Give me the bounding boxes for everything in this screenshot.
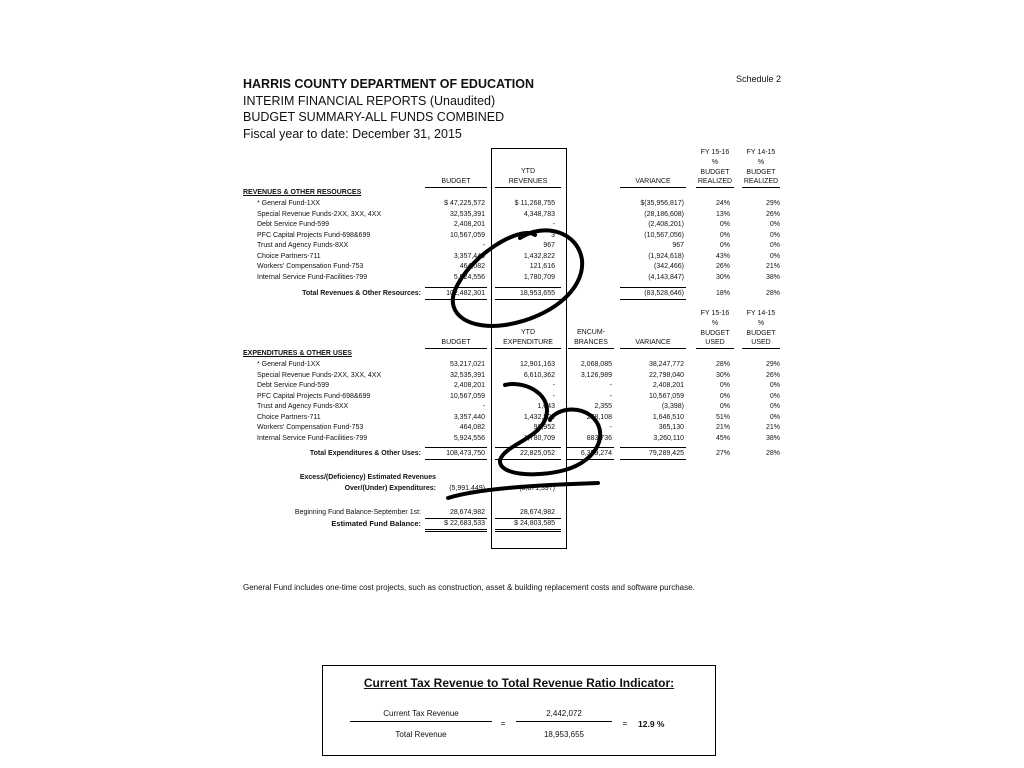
rev-total-p15: 28% <box>765 290 780 297</box>
excess-label-1: Excess/(Deficiency) Estimated Revenues <box>299 474 436 481</box>
rev-ytd: 967 <box>543 242 555 249</box>
rev-row-label: Workers' Compensation Fund-753 <box>257 263 364 270</box>
rev-budget: - <box>482 242 485 249</box>
exp-header-brances: BRANCES <box>574 339 608 346</box>
exp-ytd: 98,952 <box>533 424 555 431</box>
rev-header-ytd: YTD <box>521 168 535 175</box>
rev-ytd: 3 <box>551 231 555 239</box>
ratio-denominator-label: Total Revenue <box>395 730 447 739</box>
rev-pct15: 29% <box>765 200 780 207</box>
pen-underline-excess <box>448 483 598 498</box>
rev-row-label: * General Fund-1XX <box>257 200 321 207</box>
rev-header-fy15-4: REALIZED <box>743 178 779 185</box>
exp-total-enc: 6,359,274 <box>580 450 612 457</box>
exp-pct16: 0% <box>719 382 730 389</box>
exp-ytd: 6,610,362 <box>523 371 555 379</box>
rev-pct15: 21% <box>765 263 780 270</box>
rev-header-budget: BUDGET <box>441 178 471 185</box>
exp-header-ytd: YTD <box>521 329 535 336</box>
rev-pct15: 26% <box>765 210 780 218</box>
rev-variance: (10,567,056) <box>644 231 684 239</box>
rev-variance: (342,466) <box>654 263 684 270</box>
report-summary-title: BUDGET SUMMARY-ALL FUNDS COMBINED <box>243 110 505 124</box>
rev-budget: 464,082 <box>459 263 485 270</box>
exp-header-budget: BUDGET <box>441 339 471 346</box>
rev-header-revenues: REVENUES <box>508 178 548 185</box>
exp-ytd: 1,432,822 <box>523 413 555 421</box>
exp-variance: 2,408,201 <box>652 382 684 389</box>
rev-row-label: PFC Capital Projects Fund-698&699 <box>257 231 371 239</box>
rev-variance: $(35,956,817) <box>640 200 684 207</box>
rev-budget: 10,567,059 <box>449 231 485 239</box>
exp-pct15: 0% <box>769 392 780 400</box>
rev-row-label: Trust and Agency Funds-8XX <box>257 242 349 249</box>
exp-row-label: Special Revenue Funds-2XX, 3XX, 4XX <box>257 371 382 379</box>
exp-total-p16: 27% <box>715 450 730 457</box>
ratio-equals-2: = <box>622 719 628 728</box>
rev-header-fy15-1: FY 14-15 <box>746 149 776 156</box>
revenues-section-title: REVENUES & OTHER RESOURCES <box>243 189 362 196</box>
report-org-title: HARRIS COUNTY DEPARTMENT OF EDUCATION <box>243 77 534 91</box>
exp-row-label: Internal Service Fund-Facilities-799 <box>257 434 368 442</box>
exp-row-label: Debt Service Fund-599 <box>257 382 329 389</box>
report-fiscal-date: Fiscal year to date: December 31, 2015 <box>243 127 462 141</box>
rev-pct16: 43% <box>715 252 730 260</box>
exp-pct16: 21% <box>715 424 730 431</box>
ratio-equals-1: = <box>500 719 506 728</box>
exp-variance: 22,798,040 <box>648 371 684 379</box>
exp-budget: 5,924,556 <box>453 434 485 442</box>
rev-pct16: 30% <box>715 273 730 281</box>
begin-balance-budget: 28,674,982 <box>449 509 485 516</box>
exp-variance: 10,567,059 <box>648 392 684 400</box>
rev-ytd: 1,780,709 <box>523 273 555 281</box>
exp-budget: 464,082 <box>459 424 485 431</box>
exp-ytd: 1,043 <box>537 403 555 410</box>
rev-budget: 3,357,440 <box>453 252 485 260</box>
rev-budget: $ 47,225,572 <box>444 200 485 207</box>
est-balance-budget: $ 22,683,533 <box>444 520 485 527</box>
exp-pct15: 26% <box>765 371 780 379</box>
exp-pct16: 30% <box>715 371 730 379</box>
exp-header-expenditure: EXPENDITURE <box>503 339 553 346</box>
rev-pct16: 0% <box>719 231 730 239</box>
footnote: General Fund includes one-time cost projects, such as construction, asset & building replacement costs and software purchase. <box>243 583 695 592</box>
exp-enc: - <box>609 424 612 431</box>
exp-budget: 10,567,059 <box>449 392 485 400</box>
exp-total-budget: 108,473,750 <box>446 450 485 457</box>
rev-pct15: 0% <box>769 242 780 249</box>
rev-total-label: Total Revenues & Other Resources: <box>302 290 421 297</box>
rev-budget: 5,924,556 <box>453 273 485 281</box>
begin-balance-label: Beginning Fund Balance-September 1st: <box>294 509 421 516</box>
exp-ytd: - <box>552 382 555 389</box>
schedule-label: Schedule 2 <box>736 74 782 84</box>
exp-enc: 2,068,085 <box>580 361 612 368</box>
exp-header-fy16-3: BUDGET <box>700 330 730 337</box>
exp-pct15: 38% <box>765 434 780 442</box>
ratio-denominator-value: 18,953,655 <box>543 730 585 739</box>
pen-circle-expenditures <box>500 384 600 474</box>
rev-pct16: 26% <box>715 263 730 270</box>
exp-enc: 2,355 <box>594 403 612 410</box>
exp-header-fy16-4: USED <box>705 339 725 346</box>
exp-variance: 38,247,772 <box>648 361 684 368</box>
exp-pct15: 21% <box>765 424 780 431</box>
excess-ytd: (3,871,397) <box>519 485 555 492</box>
exp-budget: 2,408,201 <box>453 382 485 389</box>
rev-row-label: Special Revenue Funds-2XX, 3XX, 4XX <box>257 210 382 218</box>
rev-pct15: 0% <box>769 252 780 260</box>
est-balance-ytd: $ 24,803,585 <box>514 520 555 527</box>
exp-ytd: 1,780,709 <box>523 434 555 442</box>
rev-budget: 2,408,201 <box>453 221 485 228</box>
rev-total-budget: 102,482,301 <box>446 290 485 297</box>
rev-ytd: 4,348,783 <box>523 210 555 218</box>
rev-header-fy15-3: BUDGET <box>746 169 776 176</box>
pen-circle-revenues <box>453 230 582 326</box>
exp-ytd: 12,901,163 <box>519 361 555 368</box>
rev-pct16: 24% <box>715 200 730 207</box>
ratio-numerator-value: 2,442,072 <box>546 709 582 718</box>
rev-pct15: 0% <box>769 231 780 239</box>
rev-header-fy16-1: FY 15-16 <box>700 149 730 156</box>
rev-variance: (1,924,618) <box>648 252 684 260</box>
exp-total-label: Total Expenditures & Other Uses: <box>309 450 421 457</box>
exp-enc: 3,126,989 <box>580 371 612 379</box>
exp-header-fy16-2: % <box>711 320 719 327</box>
exp-pct16: 0% <box>719 392 730 400</box>
exp-ytd: - <box>552 392 555 400</box>
report-subtitle: INTERIM FINANCIAL REPORTS (Unaudited) <box>243 94 496 108</box>
expenditures-section-title: EXPENDITURES & OTHER USES <box>243 350 352 357</box>
exp-enc: 278,108 <box>586 413 612 421</box>
begin-balance-ytd: 28,674,982 <box>519 509 555 516</box>
exp-enc: - <box>609 382 612 389</box>
exp-variance: (3,398) <box>661 403 684 410</box>
rev-pct16: 13% <box>715 210 730 218</box>
exp-header-variance: VARIANCE <box>635 339 671 346</box>
exp-row-label: Choice Partners-711 <box>257 413 321 421</box>
ratio-result: 12.9 % <box>638 719 665 729</box>
rev-header-fy16-4: REALIZED <box>697 178 733 185</box>
exp-header-encum: ENCUM- <box>577 329 605 336</box>
exp-pct16: 51% <box>715 413 730 421</box>
est-balance-label: Estimated Fund Balance: <box>331 519 421 528</box>
rev-row-label: Internal Service Fund-Facilities-799 <box>257 273 368 281</box>
rev-ytd: 1,432,822 <box>523 252 555 260</box>
exp-row-label: Trust and Agency Funds-8XX <box>257 403 349 410</box>
exp-header-fy16-1: FY 15-16 <box>700 310 730 317</box>
rev-budget: 32,535,391 <box>449 210 485 218</box>
rev-header-fy16-3: BUDGET <box>700 169 730 176</box>
exp-total-p15: 28% <box>765 450 780 457</box>
rev-total-p16: 18% <box>715 290 730 297</box>
exp-budget: - <box>482 403 485 410</box>
rev-variance: 967 <box>672 242 684 249</box>
exp-budget: 32,535,391 <box>449 371 485 379</box>
exp-header-fy15-1: FY 14-15 <box>746 310 776 317</box>
rev-header-variance: VARIANCE <box>635 178 671 185</box>
exp-pct16: 0% <box>719 403 730 410</box>
rev-header-fy15-2: % <box>757 159 765 166</box>
exp-total-variance: 79,289,425 <box>648 450 684 457</box>
exp-header-fy15-4: USED <box>751 339 771 346</box>
exp-variance: 365,130 <box>658 424 684 431</box>
rev-variance: (28,186,608) <box>644 210 684 218</box>
ratio-numerator-label: Current Tax Revenue <box>383 709 459 718</box>
exp-row-label: Workers' Compensation Fund-753 <box>257 424 364 431</box>
excess-budget: (5,991,449) <box>449 485 485 492</box>
rev-pct16: 0% <box>719 242 730 249</box>
exp-enc: 883,736 <box>586 434 612 442</box>
rev-row-label: Debt Service Fund-599 <box>257 221 329 228</box>
rev-pct16: 0% <box>719 221 730 228</box>
exp-variance: 1,646,510 <box>652 413 684 421</box>
exp-pct15: 0% <box>769 413 780 421</box>
rev-pct15: 0% <box>769 221 780 228</box>
rev-variance: (2,408,201) <box>648 221 684 228</box>
exp-row-label: * General Fund-1XX <box>257 361 321 368</box>
rev-ytd: $ 11,268,755 <box>514 200 555 207</box>
rev-ytd: - <box>552 221 555 228</box>
exp-header-fy15-2: % <box>757 320 765 327</box>
exp-header-fy15-3: BUDGET <box>746 330 776 337</box>
excess-label-2: Over/(Under) Expenditures: <box>344 485 436 492</box>
rev-pct15: 38% <box>765 273 780 281</box>
exp-pct15: 29% <box>765 361 780 368</box>
rev-header-fy16-2: % <box>711 159 719 166</box>
rev-total-ytd: 18,953,655 <box>519 290 555 297</box>
exp-pct15: 0% <box>769 382 780 389</box>
exp-enc: - <box>609 392 612 400</box>
exp-variance: 3,260,110 <box>653 434 684 442</box>
rev-ytd: 121,616 <box>529 263 555 270</box>
exp-pct16: 28% <box>715 361 730 368</box>
exp-pct16: 45% <box>715 434 730 442</box>
rev-row-label: Choice Partners-711 <box>257 252 321 260</box>
exp-pct15: 0% <box>769 403 780 410</box>
ratio-title: Current Tax Revenue to Total Revenue Ratio Indicator: <box>363 676 675 690</box>
exp-budget: 3,357,440 <box>453 413 485 421</box>
rev-variance: (4,143,847) <box>648 273 684 281</box>
exp-row-label: PFC Capital Projects Fund-698&699 <box>257 392 371 400</box>
exp-budget: 53,217,021 <box>449 361 485 368</box>
rev-total-variance: (83,528,646) <box>644 290 684 297</box>
exp-total-ytd: 22,825,052 <box>519 450 555 457</box>
